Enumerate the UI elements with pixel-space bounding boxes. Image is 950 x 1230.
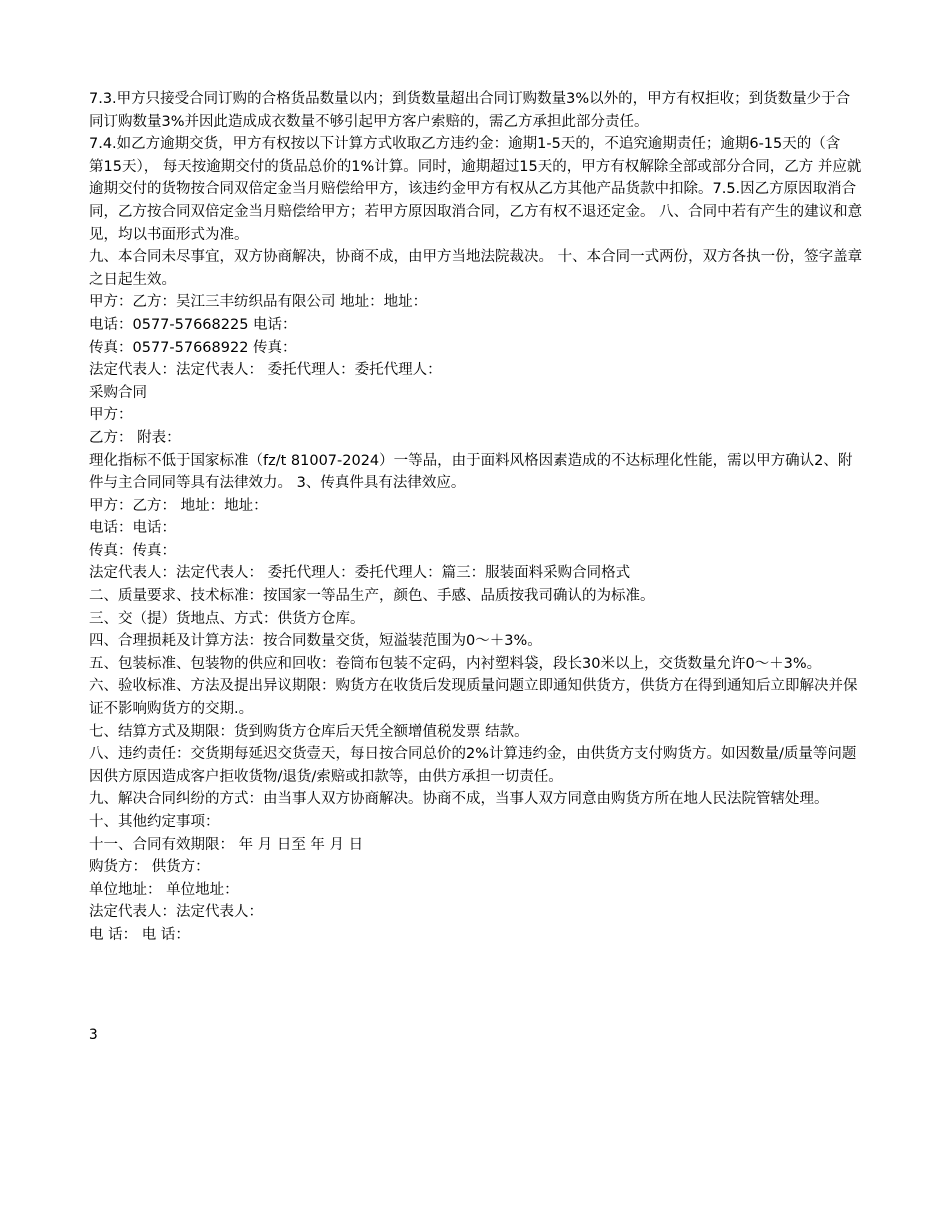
document-body <box>89 88 864 947</box>
paragraph: 七、结算方式及期限：货到购货方仓库后天凭全额增值税发票 结款。 <box>89 723 529 740</box>
paragraph: 六、验收标准、方法及提出异议期限：购货方在收货后发现质量问题立即通知供货方，供货方在得到通知后立即解决并保证不影响购货方的交期.。 <box>89 678 858 718</box>
paragraph: 乙方： 附表： <box>89 429 181 446</box>
paragraph: 九、解决合同纠纷的方式：由当事人双方协商解决。协商不成，当事人双方同意由购货方所在地人民法院管辖处理。 <box>89 791 829 808</box>
paragraph: 三、交（提）货地点、方式：供货方仓库。 <box>89 610 365 627</box>
page-number: 3 <box>89 1027 98 1043</box>
paragraph: 第15天）， 每天按逾期交付的货品总价的1%计算。同时，逾期超过15天的，甲方有权解除全部或部分合同，乙方 并应就逾期交付的货物按合同双倍定金当月赔偿给甲方，该违约金甲方有权从乙方其他产品货款中扣除。7.5.因乙方原因取消合同，乙方按合同双倍定金当月赔偿给甲方；若甲方原因取消合同，乙方有权不退还定金。 八、合同中若有产生的建议和意见，均以书面形式为准。 <box>89 158 863 243</box>
paragraph: 十、其他约定事项： <box>89 814 220 830</box>
paragraph: 7.4.如乙方逾期交货，甲方有权按以下计算方式收取乙方违约金：逾期1-5天的，不追究逾期责任；逾期6-15天的（含 <box>89 136 841 153</box>
paragraph: 电 话： 电 话： <box>89 926 190 943</box>
paragraph: 八、违约责任：交货期每延迟交货壹天，每日按合同总价的2%计算违约金，由供货方支付购货方。如因数量/质量等问题因供方原因造成客户拒收货物/退货/索赔或扣款等，由供方承担一切责任。 <box>89 746 857 785</box>
paragraph: 甲方：乙方： 地址：地址： <box>89 497 268 514</box>
paragraph: 电话：0577-57668225 电话： <box>89 316 297 333</box>
paragraph: 甲方：乙方：吴江三丰纺织品有限公司 地址：地址： <box>89 294 428 311</box>
paragraph: 法定代表人：法定代表人： 委托代理人：委托代理人： <box>89 362 442 379</box>
paragraph: 传真：传真： <box>89 542 176 559</box>
paragraph: 法定代表人：法定代表人： 委托代理人：委托代理人：篇三：服装面料采购合同格式 <box>89 565 631 582</box>
paragraph: 购货方： 供货方： <box>89 859 210 876</box>
paragraph: 单位地址： 单位地址： <box>89 881 239 898</box>
paragraph: 法定代表人：法定代表人： <box>89 904 263 921</box>
paragraph: 五、包装标准、包装物的供应和回收：卷筒布包装不定码，内衬塑料袋，段长30米以上，交货数量允许0～＋3%。 <box>89 655 822 672</box>
paragraph: 7.3.甲方只接受合同订购的合格货品数量以内；到货数量超出合同订购数量3%以外的，甲方有权拒收；到货数量少于合同订购数量3%并因此造成成衣数量不够引起甲方客户索赔的，需乙方承担此部分责任。 <box>89 91 851 130</box>
paragraph: 九、本合同未尽事宜，双方协商解决，协商不成，由甲方当地法院裁决。 十、本合同一式两份，双方各执一份，签字盖章之日起生效。 <box>89 249 863 288</box>
paragraph: 甲方： <box>89 407 133 424</box>
paragraph: 采购合同 <box>89 384 147 401</box>
paragraph: 二、质量要求、技术标准：按国家一等品生产，颜色、手感、品质按我司确认的为标准。 <box>89 588 655 605</box>
paragraph: 四、合理损耗及计算方法：按合同数量交货，短溢装范围为0～＋3%。 <box>89 633 542 650</box>
paragraph: 十一、合同有效期限： 年 月 日至 年 月 日 <box>89 836 364 853</box>
paragraph: 理化指标不低于国家标准（fz/t 81007-2024）一等品，由于面料风格因素造成的不达标理化性能，需以甲方确认2、附件与主合同同等具有法律效力。 3、传真件具有法律效应。 <box>89 452 853 492</box>
paragraph: 传真：0577-57668922 传真： <box>89 339 297 356</box>
paragraph: 电话：电话： <box>89 520 176 537</box>
